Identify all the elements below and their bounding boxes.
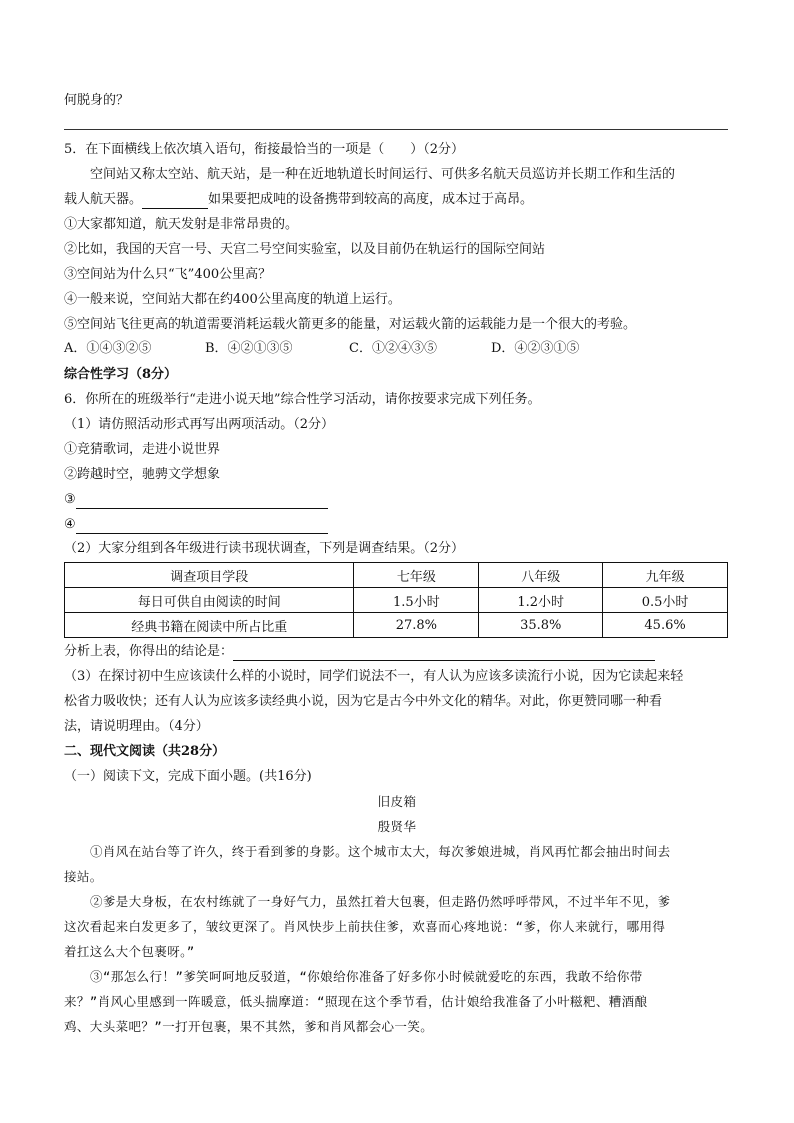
q5-passage-post: 如果要把成吨的设备携带到较高的高度，成本过于高昂。 [208, 192, 534, 207]
activity-2: ②跨越时空，驰骋文学想象 [64, 467, 221, 482]
analysis-prompt: 分析上表，你得出的结论是： [64, 644, 234, 659]
table-header-cell: 九年级 [603, 563, 728, 588]
survey-table [64, 562, 728, 638]
table-cell: 每日可供自由阅读的时间 [65, 588, 354, 613]
story-para-1-line-1: ①肖风在站台等了许久，终于看到爹的身影。这个城市太大，每次爹娘进城，肖风再忙都会抽出时间去 [90, 844, 671, 859]
story-para-2-line-2: 这次看起来白发更多了，皱纹更深了。肖风快步上前扶住爹，欢喜而心疼地说：“爹，你人来就行，哪用得 [64, 919, 666, 934]
q6-part-1: （1）请仿照活动形式再写出两项活动。（2分） [64, 417, 335, 432]
answer-line [64, 129, 728, 130]
table-cell: 经典书籍在阅读中所占比重 [65, 613, 354, 638]
table-header-row [65, 563, 728, 588]
q5-sentence-1: ①大家都知道，航天发射是非常昂贵的。 [64, 217, 299, 232]
q5-fill-blank[interactable] [142, 194, 208, 209]
option-d[interactable]: D．④②③①⑤ [491, 341, 580, 356]
q5-sentence-4: ④一般来说，空间站大都在约400公里高度的轨道上运行。 [64, 292, 401, 307]
option-a[interactable]: A．①④③②⑤ [64, 341, 152, 356]
table-cell: 1.5小时 [354, 588, 479, 613]
story-para-2-line-1: ②爹是大身板，在农村练就了一身好气力，虽然扛着大包裹，但走路仍然呼呼带风，不过半年不见，爹 [90, 894, 671, 909]
analysis-row [64, 643, 655, 661]
activity-4-marker: ④ [64, 517, 76, 532]
section-2-heading: 二、现代文阅读（共28分） [64, 744, 226, 759]
question-5-stem: 5．在下面横线上依次填入语句，衔接最恰当的一项是（ ）（2分） [64, 142, 465, 157]
q5-sentence-2: ②比如，我国的天宫一号、天宫二号空间实验室，以及目前仍在轨运行的国际空间站 [64, 242, 546, 257]
q5-sentence-3: ③空间站为什么只“飞”400公里高？ [64, 267, 272, 282]
story-para-3-line-2: 来？”肖风心里感到一阵暖意，低头揣摩道：“照现在这个季节看，估计娘给我准备了小叶糍粑、糟酒酿 [64, 994, 648, 1009]
activity-3-row [64, 491, 328, 509]
section-comprehensive-study: 综合性学习（8分） [64, 367, 178, 382]
story-para-1-line-2: 接站。 [64, 869, 103, 884]
activity-4-blank[interactable] [76, 519, 328, 534]
story-author: 殷贤华 [377, 819, 417, 834]
q6-part-3-line-1: （3）在探讨初中生应该读什么样的小说时，同学们说法不一，有人认为应该多读流行小说，因为它读起来轻 [64, 669, 684, 684]
table-header-cell: 调查项目学段 [65, 563, 354, 588]
table-row [65, 588, 728, 613]
q5-passage-line-1: 空间站又称太空站、航天站，是一种在近地轨道长时间运行、可供多名航天员巡访并长期工作和生活的 [90, 167, 676, 182]
prev-question-tail: 何脱身的？ [64, 93, 130, 108]
table-cell: 27.8% [354, 613, 479, 638]
table-cell: 0.5小时 [603, 588, 728, 613]
story-para-3-line-3: 鸡、大头菜吧？”一打开包裹，果不其然，爹和肖风都会心一笑。 [64, 1019, 434, 1034]
q5-options [64, 340, 728, 358]
analysis-blank[interactable] [233, 646, 655, 661]
table-cell: 35.8% [479, 613, 603, 638]
activity-3-blank[interactable] [76, 494, 328, 509]
q5-passage-pre: 载人航天器。 [64, 192, 143, 207]
activity-3-marker: ③ [64, 492, 76, 507]
subsection-1-heading: （一）阅读下文，完成下面小题。(共16分) [64, 769, 312, 784]
question-6-stem: 6．你所在的班级举行“走进小说天地”综合性学习活动，请你按要求完成下列任务。 [64, 392, 541, 407]
story-para-3-line-1: ③“那怎么行！”爹笑呵呵地反驳道，“你娘给你准备了好多你小时候就爱吃的东西，我敢不给你带 [90, 969, 643, 984]
q6-part-3-line-2: 松省力吸收快；还有人认为应该多读经典小说，因为它是古今中外文化的精华。对此，你更赞同哪一种看 [64, 694, 663, 709]
table-cell: 1.2小时 [479, 588, 603, 613]
q5-passage-line-2 [64, 191, 533, 209]
q6-part-3-line-3: 法，请说明理由。（4分） [64, 719, 209, 734]
table-row [65, 613, 728, 638]
activity-4-row [64, 516, 328, 534]
q6-part-2: （2）大家分组到各年级进行读书现状调查，下列是调查结果。（2分） [64, 541, 465, 556]
story-para-2-line-3: 着扛这么大个包裹呀。” [64, 944, 195, 959]
table-header-cell: 七年级 [354, 563, 479, 588]
activity-1: ①竞猜歌词，走进小说世界 [64, 442, 221, 457]
option-c[interactable]: C．①②④③⑤ [349, 341, 437, 356]
q5-sentence-5: ⑤空间站飞往更高的轨道需要消耗运载火箭更多的能量，对运载火箭的运载能力是一个很大的考验。 [64, 317, 637, 332]
table-header-cell: 八年级 [479, 563, 603, 588]
option-b[interactable]: B．④②①③⑤ [205, 341, 293, 356]
table-cell: 45.6% [603, 613, 728, 638]
story-title: 旧皮箱 [377, 794, 417, 809]
